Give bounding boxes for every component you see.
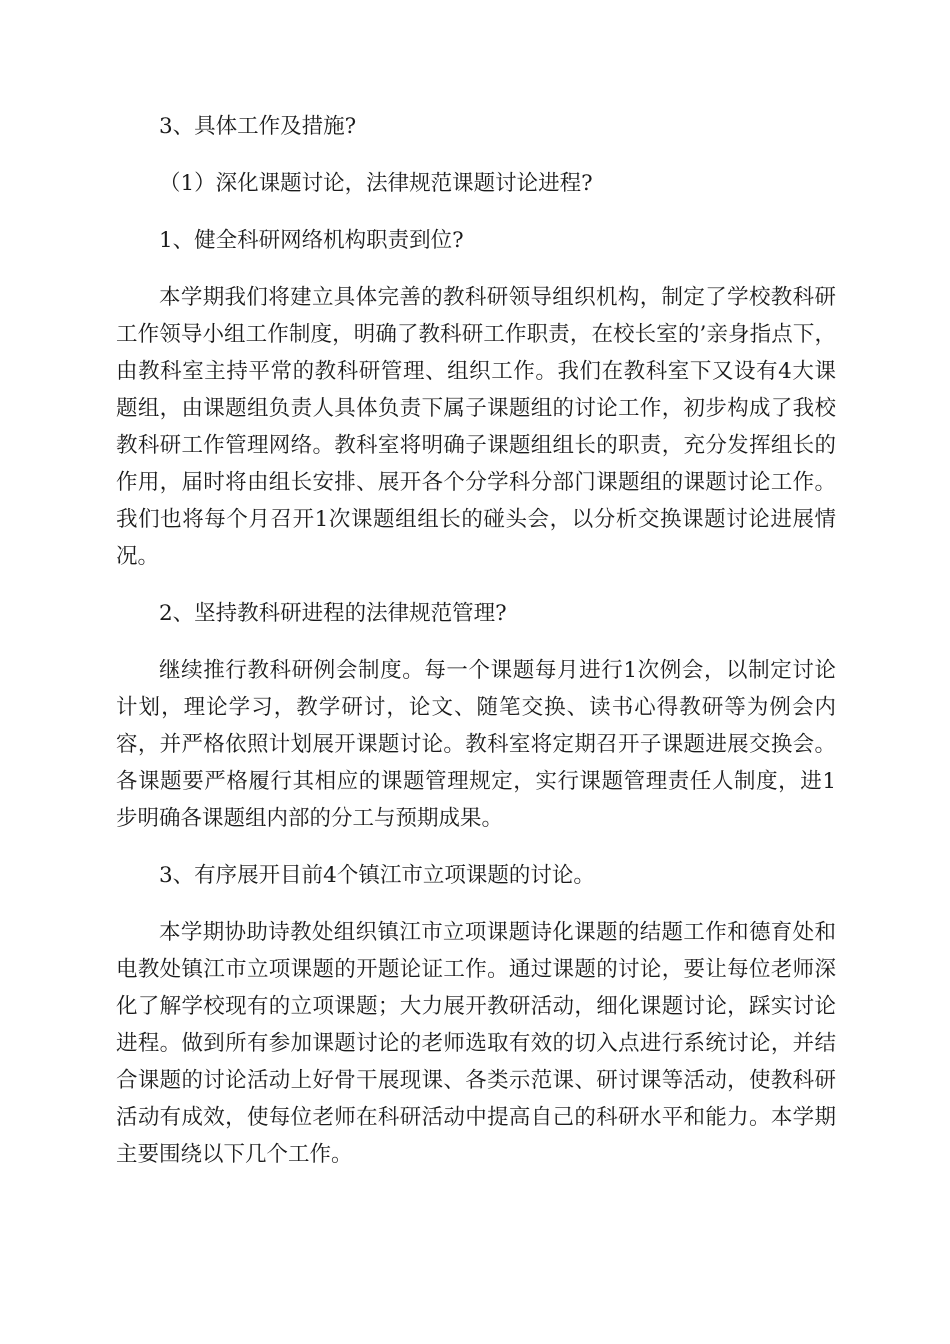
item-heading-zhenjiang-projects: 3、有序展开目前4个镇江市立项课题的讨论。	[159, 863, 595, 888]
subsection-heading-deepen-research: （1）深化课题讨论，法律规范课题讨论进程?	[159, 171, 593, 196]
document-body	[116, 108, 836, 1173]
paragraph-standard-management: 继续推行教科研例会制度。每一个课题每月进行1次例会，以制定讨论计划，理论学习，教学研讨，论文、随笔交换、读书心得教研等为例会内容，并严格依照计划展开课题讨论。教科室将定期召开子课题进展交换会。各课题要严格履行其相应的课题管理规定，实行课题管理责任人制度，进1步明确各课题组内部的分工与预期成果。	[116, 658, 836, 831]
section-heading-work-measures: 3、具体工作及措施?	[159, 114, 357, 139]
item-heading-research-network: 1、健全科研网络机构职责到位?	[159, 228, 464, 253]
paragraph-research-network: 本学期我们将建立具体完善的教科研领导组织机构，制定了学校教科研工作领导小组工作制度，明确了教科研工作职责，在校长室的’亲身指点下，由教科室主持平常的教科研管理、组织工作。我们在教科室下又设有4大课题组，由课题组负责人具体负责下属子课题组的讨论工作，初步构成了我校教科研工作管理网络。教科室将明确子课题组组长的职责，充分发挥组长的作用，届时将由组长安排、展开各个分学科分部门课题组的课题讨论工作。我们也将每个月召开1次课题组组长的碰头会，以分析交换课题讨论进展情况。	[116, 285, 836, 569]
paragraph-zhenjiang-projects: 本学期协助诗教处组织镇江市立项课题诗化课题的结题工作和德育处和电教处镇江市立项课题的开题论证工作。通过课题的讨论，要让每位老师深化了解学校现有的立项课题；大力展开教研活动，细化课题讨论，踩实讨论进程。做到所有参加课题讨论的老师选取有效的切入点进行系统讨论，并结合课题的讨论活动上好骨干展现课、各类示范课、研讨课等活动，使教科研活动有成效，使每位老师在科研活动中提高自己的科研水平和能力。本学期主要围绕以下几个工作。	[116, 920, 836, 1167]
item-heading-standard-management: 2、坚持教科研进程的法律规范管理?	[159, 601, 507, 626]
